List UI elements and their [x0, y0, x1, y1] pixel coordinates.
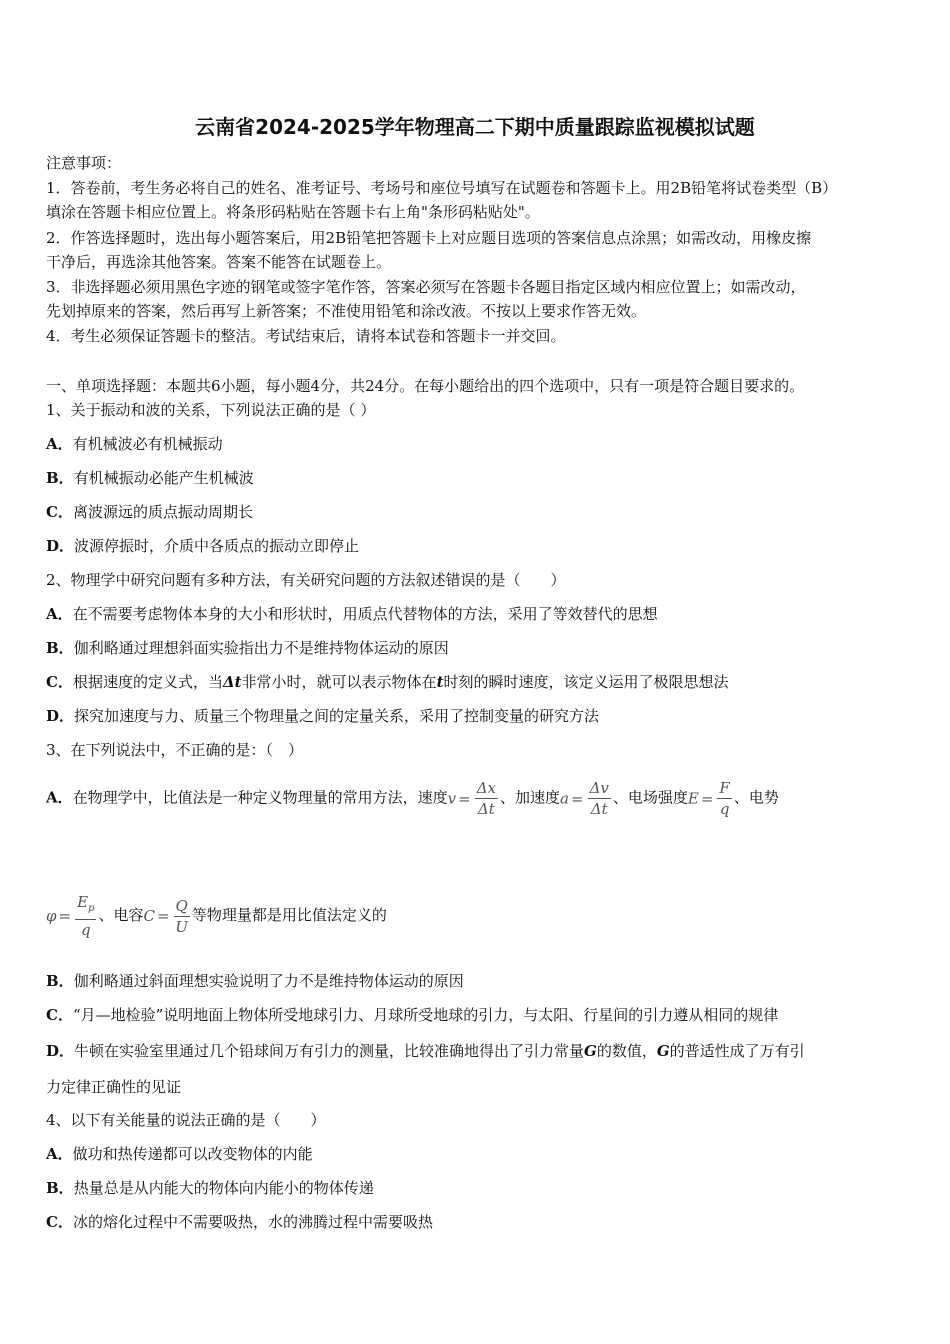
option-text: 冰的熔化过程中不需要吸热，水的沸腾过程中需要吸热 — [72, 1213, 433, 1231]
option-letter: A． — [46, 605, 73, 623]
formula-eq: = — [458, 789, 471, 808]
option-text: 的普适性成了万有引 — [669, 1042, 805, 1060]
option-letter: A． — [46, 788, 73, 807]
option-item — [46, 433, 223, 455]
option-letter: C． — [46, 503, 73, 521]
page-title: 云南省2024-2025学年物理高二下期中质量跟踪监视模拟试题 — [195, 115, 755, 139]
option-item — [46, 671, 729, 693]
option-letter: B． — [46, 1179, 74, 1197]
math-t: t — [436, 673, 444, 691]
notice-line: 干净后，再选涂其他答案。答案不能答在试题卷上。 — [46, 253, 392, 271]
notice-line: 3．非选择题必须用黑色字迹的钢笔或签字笔作答，答案必须写在答题卡各题目指定区域内相应位置上；如需改动， — [46, 278, 806, 296]
option-text: 有机械振动必能产生机械波 — [73, 469, 254, 487]
option-letter: C． — [46, 1006, 73, 1024]
option-item — [46, 1211, 433, 1233]
option-text: 伽利略通过斜面理想实验说明了力不是维持物体运动的原因 — [73, 972, 464, 990]
formula-num-main: E — [77, 893, 89, 911]
option-letter: B． — [46, 639, 74, 657]
option-item — [46, 467, 254, 489]
option-item — [46, 535, 359, 557]
option-letter: C． — [46, 673, 73, 691]
option-continuation: 力定律正确性的见证 — [46, 1078, 182, 1096]
option-letter: A． — [46, 435, 73, 453]
option-item — [46, 778, 779, 819]
option-text: 的数值， — [596, 1042, 657, 1060]
formula-num: Δv — [589, 779, 609, 797]
question-stem: 1、关于振动和波的关系，下列说法正确的是（ ） — [46, 401, 376, 419]
formula-acceleration — [588, 778, 611, 819]
formula-num: Δx — [476, 779, 497, 797]
option-letter: D． — [46, 1042, 75, 1060]
notice-line: 2．作答选择题时，选出每小题答案后，用2B铅笔把答题卡上对应题目选项的答案信息点涂黑；如需改动，用橡皮擦 — [46, 229, 812, 247]
option-item — [46, 603, 658, 625]
option-letter: B． — [46, 972, 74, 990]
option-text: 、电势 — [733, 788, 779, 807]
option-text: 牛顿在实验室里通过几个铅球间万有引力的测量，比较准确地得出了引力常量 — [74, 1042, 585, 1060]
option-text: 根据速度的定义式，当 — [72, 673, 223, 691]
formula-potential — [75, 892, 96, 940]
option-text: “月—地检验”说明地面上物体所受地球引力、月球所受地球的引力，与太阳、行星间的引力遵从相同的规律 — [72, 1006, 779, 1024]
notice-line: 先划掉原来的答案，然后再写上新答案；不准使用铅笔和涂改液。不按以上要求作答无效。 — [46, 302, 647, 320]
option-text: 时刻的瞬时速度，该定义运用了极限思想法 — [443, 673, 729, 691]
formula-lhs: C — [143, 907, 155, 925]
notice-heading: 注意事项： — [46, 154, 122, 172]
option-text: 等物理量都是用比值法定义的 — [191, 906, 387, 924]
option-letter: B． — [46, 469, 74, 487]
formula-num: F — [719, 779, 730, 797]
formula-den: U — [175, 917, 189, 936]
formula-den: q — [80, 921, 91, 939]
formula-den: q — [719, 800, 730, 818]
option-letter: D． — [46, 707, 75, 725]
formula-lhs: φ — [46, 907, 57, 925]
option-text: 、加速度 — [500, 788, 561, 807]
option-text: 探究加速度与力、质量三个物理量之间的定量关系，采用了控制变量的研究方法 — [74, 707, 600, 725]
formula-velocity — [475, 778, 498, 819]
formula-lhs: a — [560, 789, 569, 808]
math-g: G — [656, 1042, 670, 1060]
option-text: 在物理学中，比值法是一种定义物理量的常用方法，速度 — [72, 788, 448, 807]
option-text: 热量总是从内能大的物体向内能小的物体传递 — [73, 1179, 374, 1197]
option-text: 波源停振时，介质中各质点的振动立即停止 — [74, 537, 360, 555]
option-item — [46, 1143, 313, 1165]
math-delta-t: Δt — [222, 673, 242, 691]
option-letter: D． — [46, 537, 75, 555]
section-heading: 一、单项选择题：本题共6小题，每小题4分，共24分。在每小题给出的四个选项中，只有一项是符合题目要求的。 — [46, 377, 805, 395]
option-letter: A． — [46, 1145, 73, 1163]
option-item — [46, 501, 253, 523]
option-text: 在不需要考虑物体本身的大小和形状时，用质点代替物体的方法，采用了等效替代的思想 — [72, 605, 658, 623]
formula-lhs: E — [687, 789, 699, 808]
option-letter: C． — [46, 1213, 73, 1231]
formula-num-sub: p — [88, 903, 95, 914]
option-text: 、电容 — [98, 906, 144, 924]
option-item — [46, 1004, 778, 1026]
question-stem: 2、物理学中研究问题有多种方法，有关研究问题的方法叙述错误的是（ ） — [46, 571, 566, 589]
option-item — [46, 637, 449, 659]
formula-num: Q — [175, 896, 188, 915]
option-item — [46, 1177, 374, 1199]
formula-eq: = — [156, 907, 170, 925]
math-g: G — [584, 1042, 597, 1060]
option-item — [46, 705, 599, 727]
option-item — [46, 970, 464, 992]
formula-eq: = — [58, 907, 72, 925]
option-text: 有机械波必有机械振动 — [72, 435, 223, 453]
formula-capacitance — [174, 896, 190, 937]
option-continuation — [46, 892, 387, 940]
notice-line: 4．考生必须保证答题卡的整洁。考试结束后，请将本试卷和答题卡一并交回。 — [46, 327, 566, 345]
formula-num — [75, 892, 96, 920]
question-stem: 4、以下有关能量的说法正确的是（ ） — [46, 1111, 326, 1129]
formula-eq: = — [570, 789, 584, 808]
option-text: 做功和热传递都可以改变物体的内能 — [72, 1145, 313, 1163]
formula-den: Δt — [477, 800, 495, 818]
notice-line: 1．答卷前，考生务必将自己的姓名、准考证号、考场号和座位号填写在试题卷和答题卡上。用2B铅笔将试卷类型（B） — [46, 179, 838, 197]
formula-lhs: v — [447, 789, 457, 808]
question-stem: 3、在下列说法中，不正确的是：（ ） — [46, 741, 304, 759]
formula-den: Δt — [590, 800, 608, 818]
notice-line: 填涂在答题卡相应位置上。将条形码粘贴在答题卡右上角"条形码粘贴处"。 — [46, 203, 540, 221]
option-text: 非常小时，就可以表示物体在 — [241, 673, 437, 691]
option-item — [46, 1040, 805, 1062]
option-text: 、电场强度 — [612, 788, 688, 807]
option-text: 伽利略通过理想斜面实验指出力不是维持物体运动的原因 — [73, 639, 449, 657]
formula-field-strength — [717, 778, 731, 819]
formula-eq: = — [700, 789, 714, 808]
option-text: 离波源远的质点振动周期长 — [72, 503, 253, 521]
